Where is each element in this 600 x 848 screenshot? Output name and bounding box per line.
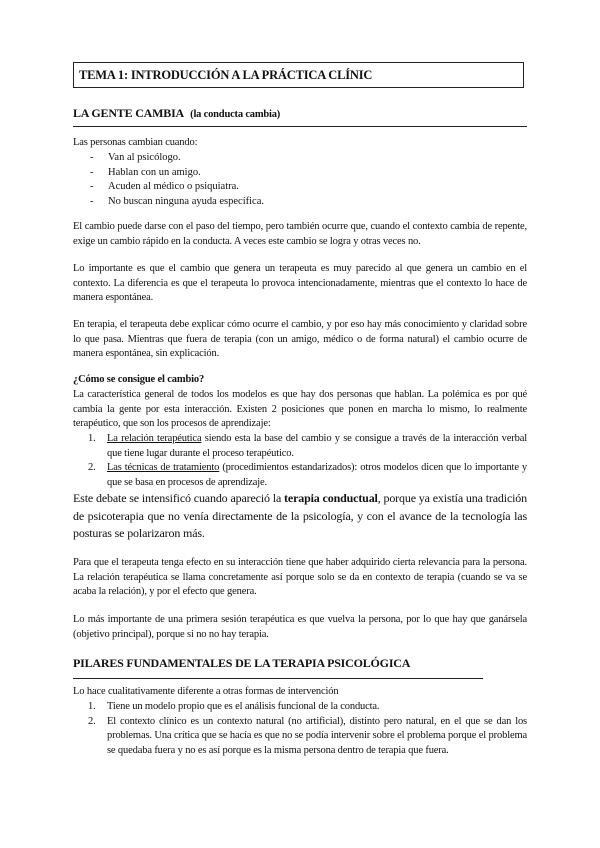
list-item-term: Las técnicas de tratamiento — [107, 462, 220, 473]
paragraph-debate — [73, 490, 527, 543]
list-item-text: Hablan con un amigo. — [108, 166, 201, 178]
paragraph: En terapia, el terapeuta debe explicar cómo ocurre el cambio, y por eso hay más conocimiento y claridad sobre lo que pasa. Mientras que fuera de terapia (con un amigo, médico o de forma natural) el cambio ocurre de manera espontánea, sin explicación. — [73, 319, 527, 359]
section-rule — [73, 126, 527, 127]
list-item-term: La relación terapéutica — [107, 433, 202, 444]
section-heading-la-gente-cambia — [73, 106, 280, 121]
list-number: 1. — [88, 433, 96, 444]
bold-term: terapia conductual — [284, 491, 378, 505]
list-item — [90, 180, 264, 195]
text-span: Este debate se intensificó cuando apareció la — [73, 491, 285, 505]
list-intro: Las personas cambian cuando: — [73, 137, 198, 148]
paragraph: Lo más importante de una primera sesión terapéutica es que vuelva la persona, por lo que hay que ganársela (objetivo principal), porque si no no hay terapia. — [73, 614, 527, 640]
paragraph: Lo importante es que el cambio que genera un terapeuta es muy parecido al que genera un cambio en el contexto. La diferencia es que el terapeuta lo provoca intencionadamente, mientras que el contexto lo hace de manera espontánea. — [73, 263, 527, 303]
paragraph: La característica general de todos los modelos es que hay dos personas que hablan. La polémica es por qué cambia la gente por esta interacción. Existen 2 posiciones que ponen en marcha lo mismo, lo realmente terapéutico, que son los procesos de aprendizaje: — [73, 389, 527, 429]
positions-list — [88, 432, 527, 490]
list-item-text: Acuden al médico o psiquiatra. — [108, 181, 239, 192]
bullet-marker: - — [90, 152, 94, 163]
title-box — [73, 62, 524, 88]
document-title: TEMA 1: INTRODUCCIÓN A LA PRÁCTICA CLÍNIC — [79, 68, 373, 82]
bullet-marker: - — [90, 166, 94, 178]
list-number: 2. — [88, 715, 96, 727]
list-item — [90, 195, 264, 210]
list-item-text: No buscan ninguna ayuda específica. — [108, 195, 264, 207]
section-heading-pilares: PILARES FUNDAMENTALES DE LA TERAPIA PSICOLÓGICA — [73, 656, 411, 670]
list-item-text: (procedimientos estandarizados): otros modelos dicen que lo importante y que se basa en procesos de aprendizaje. — [107, 462, 527, 488]
section-heading-parenthetical: (la conducta cambia) — [190, 109, 281, 120]
list-item-text: El contexto clínico es un contexto natural (no artificial), distinto pero natural, en el que se dan los problemas. Una crítica que se hacía es que no se podía intervenir sobre el problema porque el problema se quedaba fuera y no es así porque es la misma persona dentro de terapia que fuera. — [107, 715, 527, 756]
pillars-list — [88, 700, 527, 758]
change-situations-list — [90, 151, 264, 209]
section-rule — [73, 678, 483, 679]
list-item — [88, 700, 527, 715]
list-item — [90, 166, 264, 181]
list-item-text: Tiene un modelo propio que es el análisis funcional de la conducta. — [107, 701, 380, 712]
list-intro: Lo hace cualitativamente diferente a otras formas de intervención — [73, 686, 339, 697]
list-item — [88, 715, 527, 759]
list-number: 1. — [88, 701, 96, 712]
list-item — [88, 432, 527, 461]
bullet-marker: - — [90, 181, 94, 192]
bullet-marker: - — [90, 195, 94, 207]
section-heading-text: LA GENTE CAMBIA — [73, 106, 184, 120]
list-number: 2. — [88, 462, 96, 473]
subsection-heading: ¿Cómo se consigue el cambio? — [73, 374, 205, 385]
list-item-text: siendo esta la base del cambio y se consigue a través de la interacción verbal que tiene lugar durante el proceso terapéutico. — [107, 433, 527, 459]
paragraph: Para que el terapeuta tenga efecto en su interacción tiene que haber adquirido cierta relevancia para la persona. La relación terapéutica se llama concretamente así porque solo se da en contexto de terapia (cuando se va se acaba la relación), y por el efecto que genera. — [73, 557, 527, 597]
paragraph: El cambio puede darse con el paso del tiempo, pero también ocurre que, cuando el contexto cambia de repente, exige un cambio rápido en la conducta. A veces este cambio se logra y otras veces no. — [73, 221, 527, 247]
list-item-text: Van al psicólogo. — [108, 152, 181, 163]
text-span: , porque ya existía una tradición de psicoterapia que no venía directamente de la psicología, y con el avance de la tecnología las posturas se polarizaron más. — [73, 491, 527, 540]
list-item — [90, 151, 264, 166]
list-item — [88, 461, 527, 490]
